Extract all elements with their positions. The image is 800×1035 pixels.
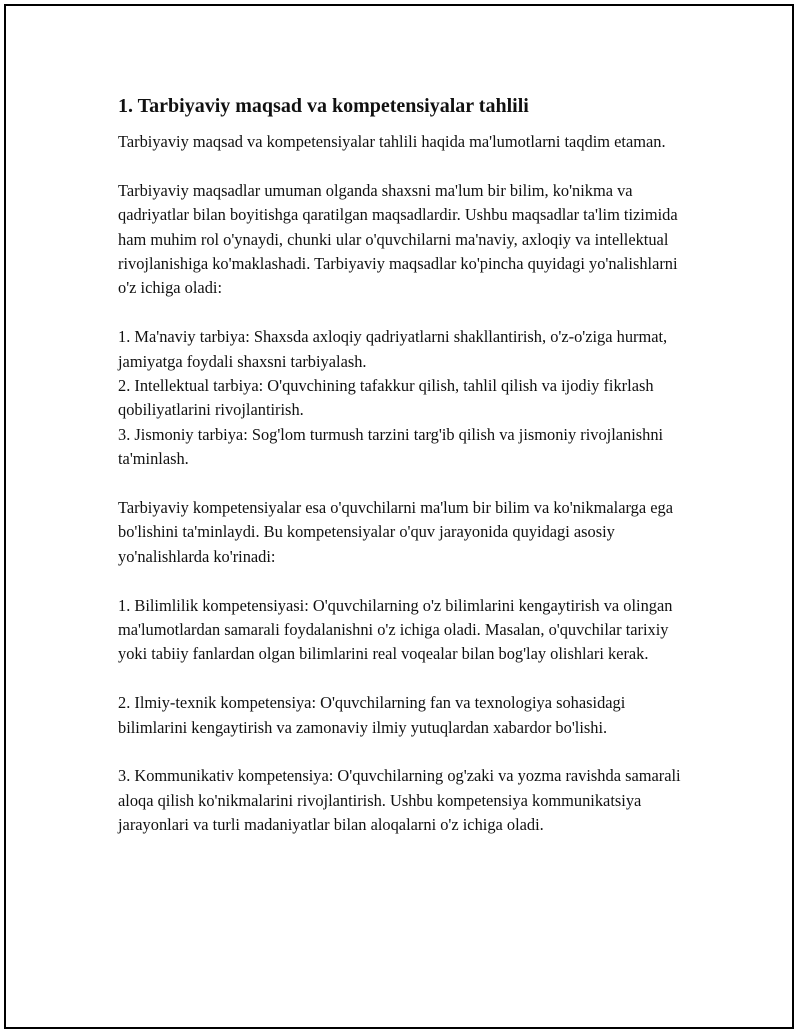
competencies-list-item-knowledge: 1. Bilimlilik kompetensiyasi: O'quvchilarning o'z bilimlarini kengaytirish va olingan ma'lumotlardan samarali foydalanishni o'z ichiga oladi. Masalan, o'quvchilar tarixiy yoki tabiiy fanlardan olgan bilimlarini real voqealar bilan bog'lay olishlari kerak. bbox=[118, 595, 673, 664]
spacer bbox=[118, 472, 698, 496]
spacer bbox=[118, 740, 698, 764]
spacer bbox=[118, 301, 698, 325]
goals-list-item-spiritual: 1. Ma'naviy tarbiya: Shaxsda axloqiy qadriyatlarni shakllantirish, o'z-o'ziga hurmat, jamiyatga foydali shaxsni tarbiyalash. bbox=[118, 327, 668, 371]
spacer bbox=[118, 154, 698, 178]
goals-list-item-intellectual: 2. Intellektual tarbiya: O'quvchining tafakkur qilish, tahlil qilish va ijodiy fikrlash qobiliyatlarini rivojlantirish. bbox=[118, 376, 654, 420]
intro-paragraph: Tarbiyaviy maqsad va kompetensiyalar tahlili haqida ma'lumotlarni taqdim etaman. bbox=[118, 132, 666, 151]
document-body bbox=[118, 92, 698, 838]
goals-paragraph: Tarbiyaviy maqsadlar umuman olganda shaxsni ma'lum bir bilim, ko'nikma va qadriyatlar bilan boyitishga qaratilgan maqsadlardir. Ushbu maqsadlar ta'lim tizimida ham muhim rol o'ynaydi, chunki ular o'quvchilarni ma'naviy, axloqiy va intellektual rivojlanishiga ko'maklashadi. Tarbiyaviy maqsadlar ko'pincha quyidagi yo'nalishlarni o'z ichiga oladi: bbox=[118, 180, 678, 298]
document-heading: 1. Tarbiyaviy maqsad va kompetensiyalar tahlili bbox=[118, 95, 529, 117]
spacer bbox=[118, 667, 698, 691]
competencies-list-item-scientific: 2. Ilmiy-texnik kompetensiya: O'quvchilarning fan va texnologiya sohasidagi bilimlarini kengaytirish va zamonaviy ilmiy yutuqlardan xabardor bo'lishi. bbox=[118, 693, 626, 737]
competencies-list-item-communicative: 3. Kommunikativ kompetensiya: O'quvchilarning og'zaki va yozma ravishda samarali aloqa qilish ko'nikmalarini rivojlantirish. Ushbu kompetensiya kommunikatsiya jarayonlari va turli madaniyatlar bilan aloqalarni o'z ichiga oladi. bbox=[118, 766, 681, 835]
competencies-paragraph: Tarbiyaviy kompetensiyalar esa o'quvchilarni ma'lum bir bilim va ko'nikmalarga ega bo'lishini ta'minlaydi. Bu kompetensiyalar o'quv jarayonida quyidagi asosiy yo'nalishlarda ko'rinadi: bbox=[118, 498, 673, 566]
spacer bbox=[118, 569, 698, 593]
goals-list-item-physical: 3. Jismoniy tarbiya: Sog'lom turmush tarzini targ'ib qilish va jismoniy rivojlanishni ta'minlash. bbox=[118, 424, 664, 469]
